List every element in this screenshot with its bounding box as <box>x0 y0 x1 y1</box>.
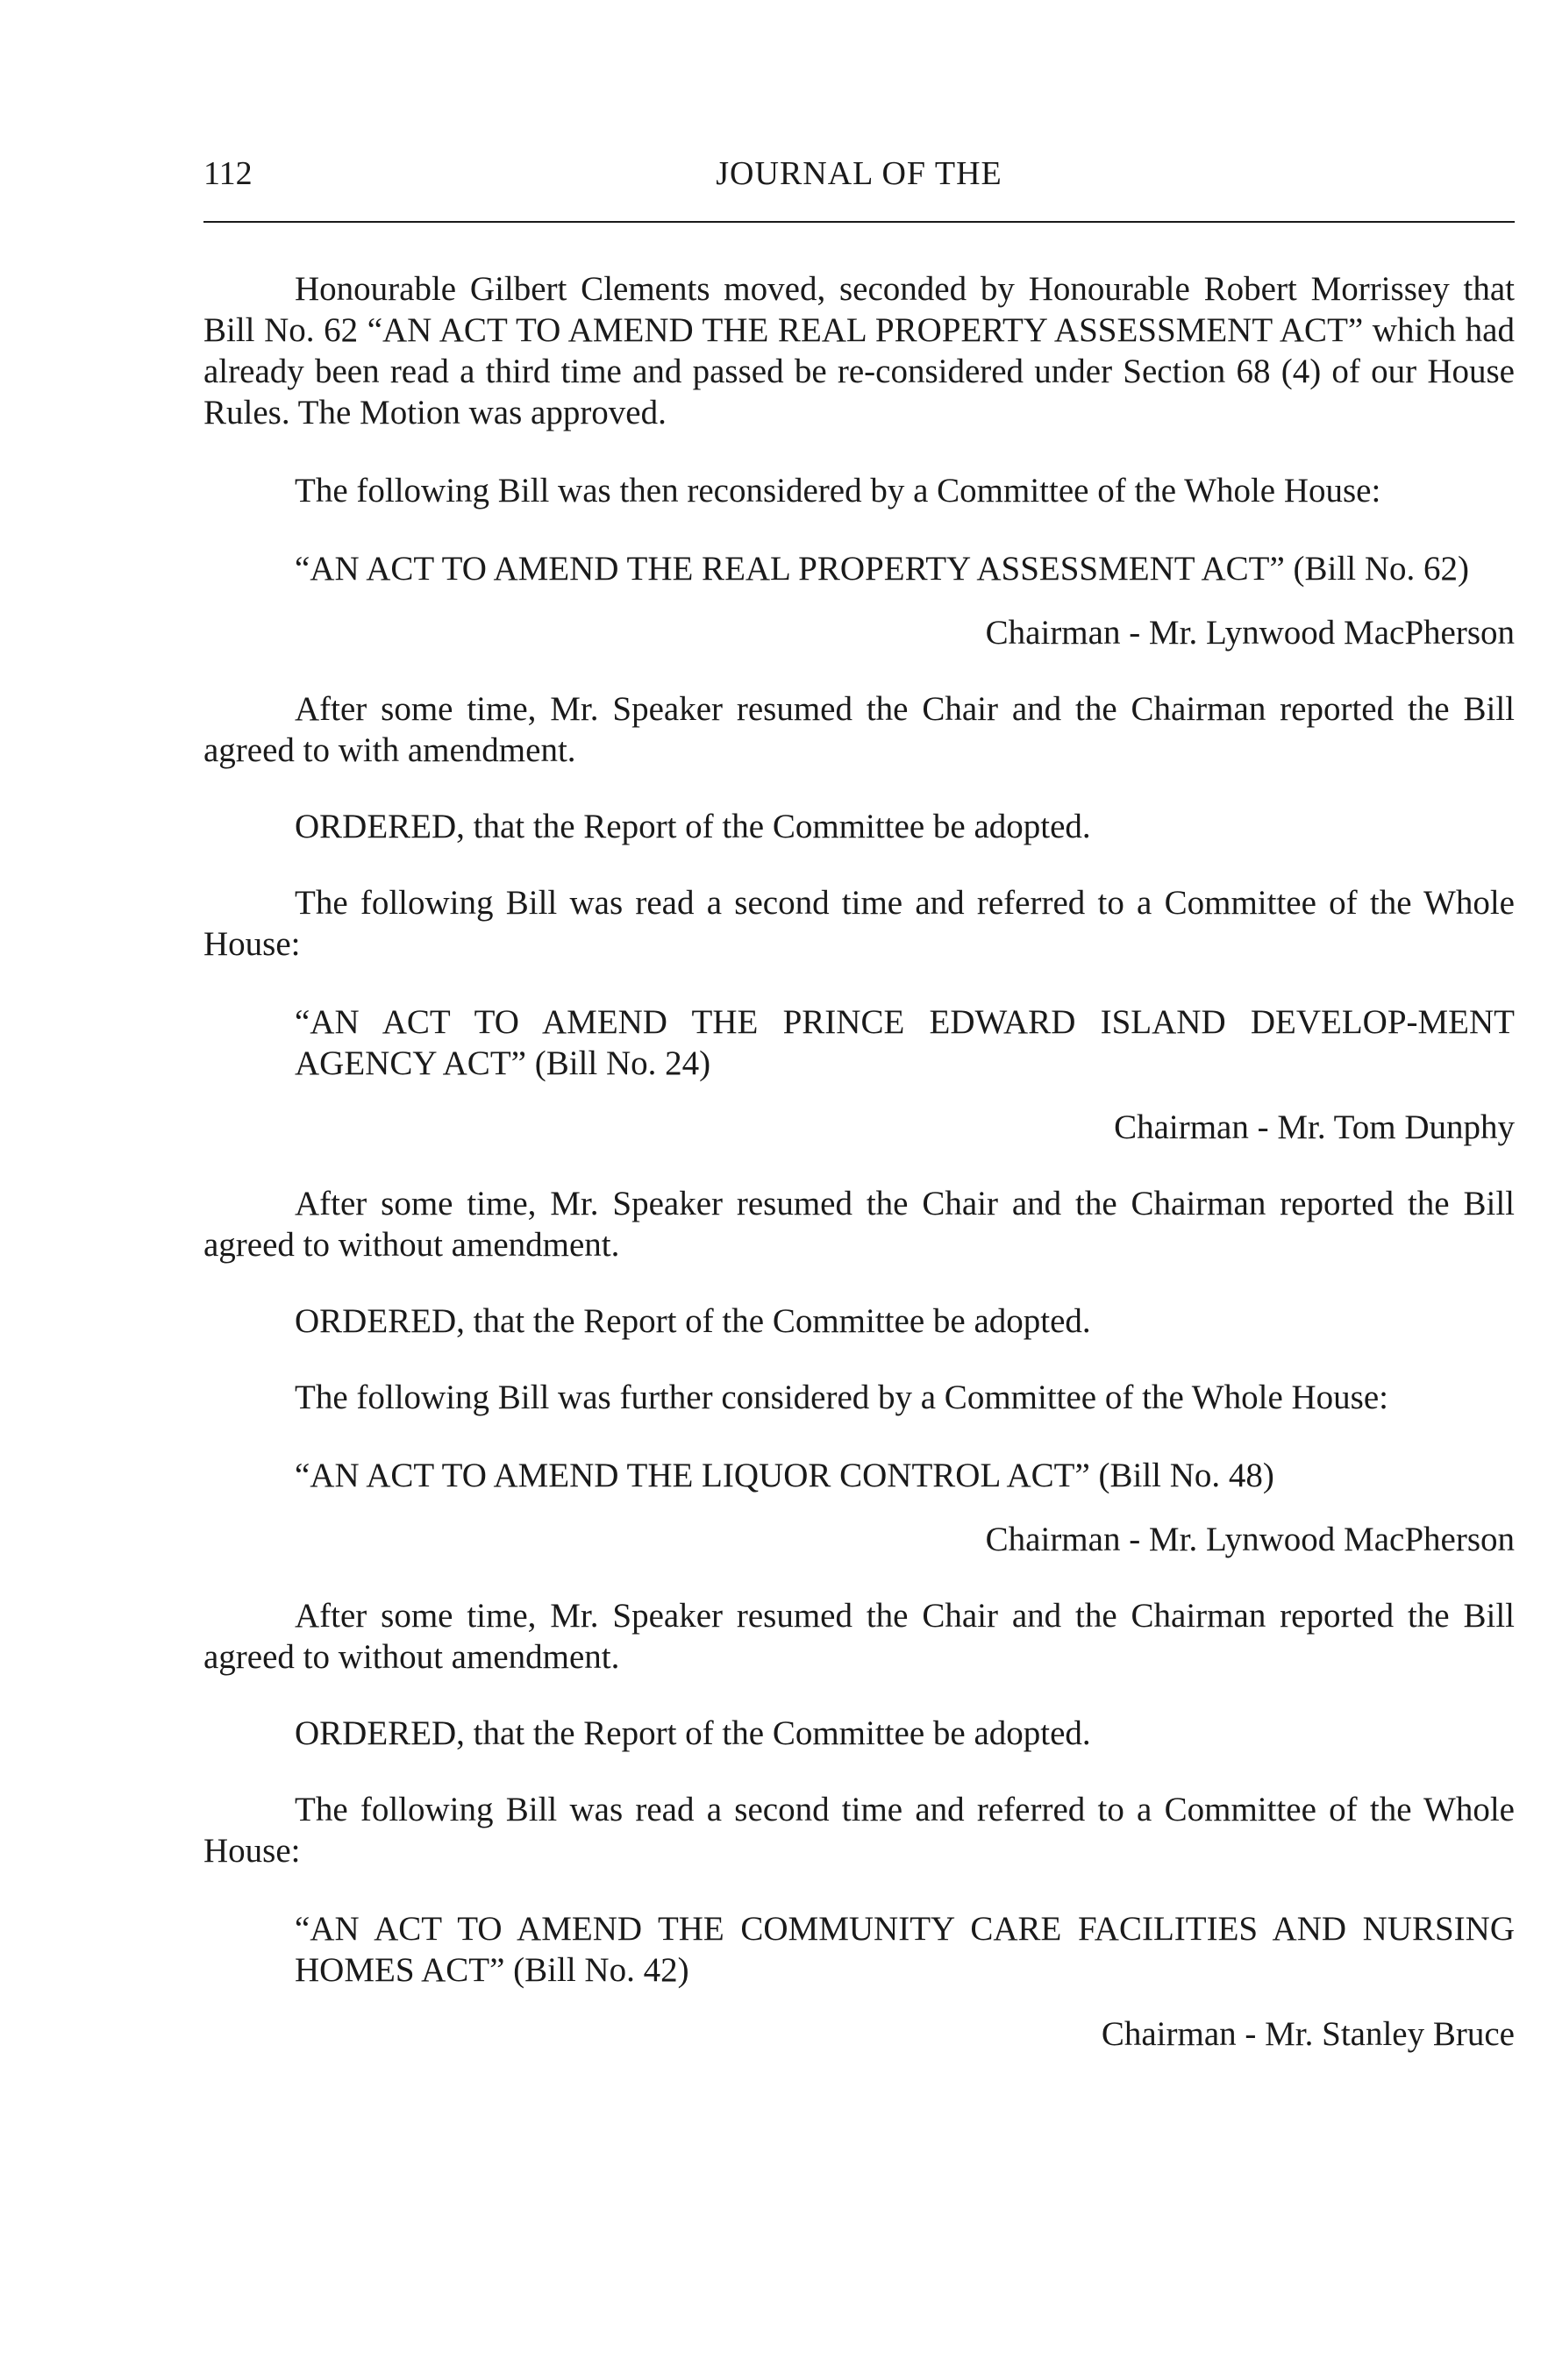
second-reading-paragraph: The following Bill was read a second time and referred to a Committee of the Whole House: <box>203 1791 1515 1870</box>
bill-title-24: “AN ACT TO AMEND THE PRINCE EDWARD ISLAND DEVELOP-MENT AGENCY ACT” (Bill No. 24) <box>295 1003 1515 1082</box>
further-consideration-paragraph: The following Bill was further considered by a Committee of the Whole House: <box>295 1379 1388 1416</box>
ordered-paragraph: ORDERED, that the Report of the Committee be adopted. <box>295 808 1091 845</box>
chairman-line: Chairman - Mr. Tom Dunphy <box>1114 1108 1515 1146</box>
second-reading-paragraph: The following Bill was read a second time and referred to a Committee of the Whole House: <box>203 884 1515 963</box>
journal-title: JOURNAL OF THE <box>716 155 1002 192</box>
header-rule <box>203 221 1515 223</box>
ordered-paragraph: ORDERED, that the Report of the Committee be adopted. <box>295 1302 1091 1340</box>
bill-title-48: “AN ACT TO AMEND THE LIQUOR CONTROL ACT” (Bill No. 48) <box>295 1457 1274 1494</box>
chairman-line: Chairman - Mr. Lynwood MacPherson <box>985 614 1515 652</box>
report-paragraph: After some time, Mr. Speaker resumed the Chair and the Chairman reported the Bill agreed to with amendment. <box>203 690 1515 769</box>
bill-title-62: “AN ACT TO AMEND THE REAL PROPERTY ASSESSMENT ACT” (Bill No. 62) <box>295 550 1469 588</box>
journal-body <box>203 268 1515 2055</box>
report-paragraph: After some time, Mr. Speaker resumed the Chair and the Chairman reported the Bill agreed to without amendment. <box>203 1185 1515 1264</box>
reconsideration-paragraph: The following Bill was then reconsidered by a Committee of the Whole House: <box>295 472 1381 509</box>
chairman-line: Chairman - Mr. Lynwood MacPherson <box>985 1521 1515 1558</box>
chairman-line: Chairman - Mr. Stanley Bruce <box>1101 2015 1515 2053</box>
motion-paragraph: Honourable Gilbert Clements moved, seconded by Honourable Robert Morrissey that Bill No. 62 “AN ACT TO AMEND THE REAL PROPERTY ASSESSMENT ACT” which had already been read a third time and passed be re-considered under Section 68 (4) of our House Rules. The Motion was approved. <box>203 270 1515 431</box>
report-paragraph: After some time, Mr. Speaker resumed the Chair and the Chairman reported the Bill agreed to without amendment. <box>203 1597 1515 1676</box>
bill-title-42: “AN ACT TO AMEND THE COMMUNITY CARE FACILITIES AND NURSING HOMES ACT” (Bill No. 42) <box>295 1910 1515 1989</box>
page-number: 112 <box>203 155 253 192</box>
ordered-paragraph: ORDERED, that the Report of the Committee be adopted. <box>295 1714 1091 1752</box>
running-head <box>203 147 1515 200</box>
